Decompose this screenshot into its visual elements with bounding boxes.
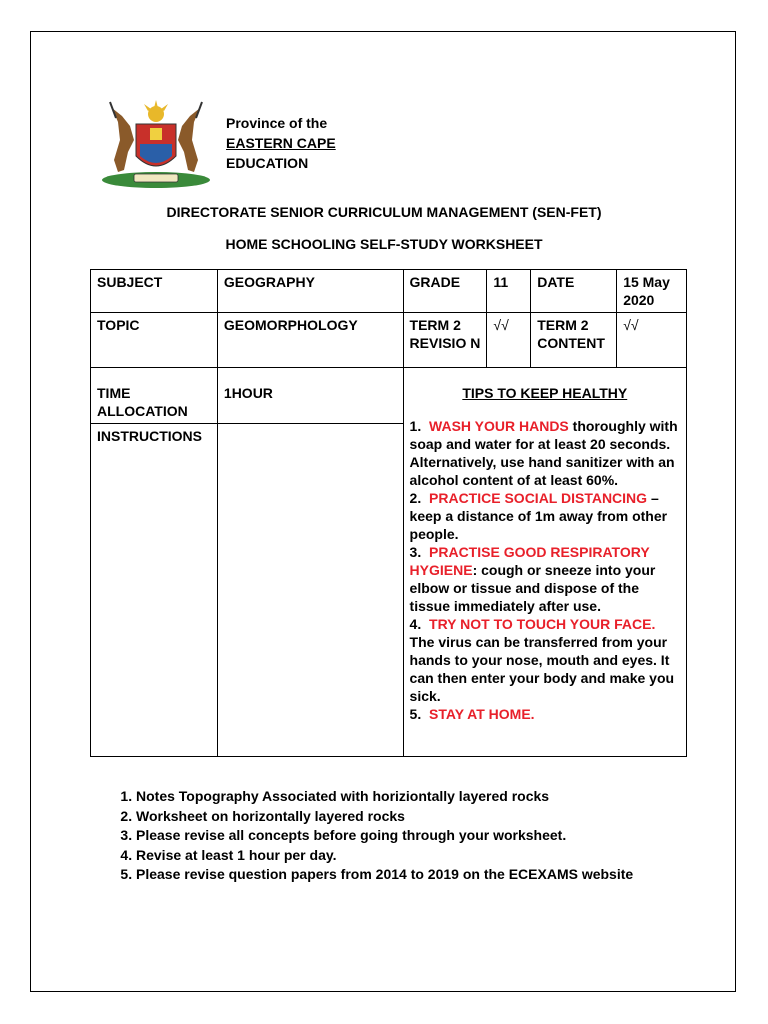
table-row <box>91 270 687 313</box>
tip-text: thoroughly with soap and water for at least 20 seconds. Alternatively, use hand sanitizer with an alcohol content of at least 60%. <box>409 418 678 488</box>
list-item: 1. Notes Topography Associated with horiziontally layered rocks <box>136 787 633 807</box>
tip-text: – keep a distance of 1m away from other people. <box>409 490 668 542</box>
list-item: 2. Worksheet on horizontally layered rocks <box>136 807 633 827</box>
list-item: 4. Revise at least 1 hour per day. <box>136 846 633 866</box>
term2-content-label: TERM 2 CONTENT <box>531 313 617 368</box>
term2-content-mark: √√ <box>617 313 687 368</box>
subject-label: SUBJECT <box>91 270 218 313</box>
tip-item: 3. PRACTISE GOOD RESPIRATORY HYGIENE: cough or sneeze into your elbow or tissue and dispose of the tissue immediately after use. <box>409 544 656 614</box>
grade-value: 11 <box>487 270 531 313</box>
instructions-value <box>217 424 403 757</box>
tip-highlight: TRY NOT TO TOUCH YOUR FACE. <box>429 616 656 632</box>
tips-panel <box>403 368 686 757</box>
province-line1: Province of the <box>226 115 328 131</box>
grade-label: GRADE <box>403 270 487 313</box>
subject-value: GEOGRAPHY <box>217 270 403 313</box>
province-heading <box>226 113 336 173</box>
tips-title: TIPS TO KEEP HEALTHY <box>462 385 628 401</box>
tip-highlight: PRACTISE GOOD RESPIRATORY HYGIENE <box>409 544 650 578</box>
term2-revision-mark: √√ <box>487 313 531 368</box>
province-line3: EDUCATION <box>226 155 309 171</box>
tips-body <box>410 417 680 723</box>
tip-text: The virus can be transferred from your hands to your nose, mouth and eyes. It can then enter your body and make you sick. <box>409 634 675 704</box>
table-row <box>91 313 687 368</box>
date-value: 15 May 2020 <box>617 270 687 313</box>
worksheet-info-table <box>90 269 687 757</box>
tip-text: : cough or sneeze into your elbow or tissue and dispose of the tissue immediately after use. <box>409 562 656 614</box>
table-row <box>91 368 687 424</box>
tip-highlight: PRACTICE SOCIAL DISTANCING <box>429 490 648 506</box>
list-item: 5. Please revise question papers from 2014 to 2019 on the ECEXAMS website <box>136 865 633 885</box>
coat-of-arms-logo <box>100 100 212 192</box>
term2-revision-label: TERM 2 REVISIO N <box>403 313 487 368</box>
tip-item: 1. WASH YOUR HANDS thoroughly with soap and water for at least 20 seconds. Alternatively, use hand sanitizer with an alcohol content of at least 60%. <box>409 418 678 488</box>
tip-highlight: WASH YOUR HANDS <box>429 418 569 434</box>
worksheet-title: HOME SCHOOLING SELF-STUDY WORKSHEET <box>225 236 543 252</box>
province-line2: EASTERN CAPE <box>226 135 336 151</box>
tip-item: 4. TRY NOT TO TOUCH YOUR FACE. The virus can be transferred from your hands to your nose, mouth and eyes. It can then enter your body and make you sick. <box>409 616 675 704</box>
tip-item: 2. PRACTICE SOCIAL DISTANCING – keep a distance of 1m away from other people. <box>409 490 668 542</box>
date-label: DATE <box>531 270 617 313</box>
tip-item: 5. STAY AT HOME. <box>409 706 535 722</box>
time-allocation-value: 1HOUR <box>217 368 403 424</box>
list-item: 3. Please revise all concepts before going through your worksheet. <box>136 826 633 846</box>
instructions-label: INSTRUCTIONS <box>91 424 218 757</box>
instructions-list <box>112 787 633 885</box>
directorate-heading: DIRECTORATE SENIOR CURRICULUM MANAGEMENT (SEN-FET) <box>166 204 602 220</box>
time-allocation-label: TIME ALLOCATION <box>91 368 218 424</box>
topic-label: TOPIC <box>91 313 218 368</box>
tip-highlight: STAY AT HOME. <box>429 706 535 722</box>
topic-value: GEOMORPHOLOGY <box>217 313 403 368</box>
